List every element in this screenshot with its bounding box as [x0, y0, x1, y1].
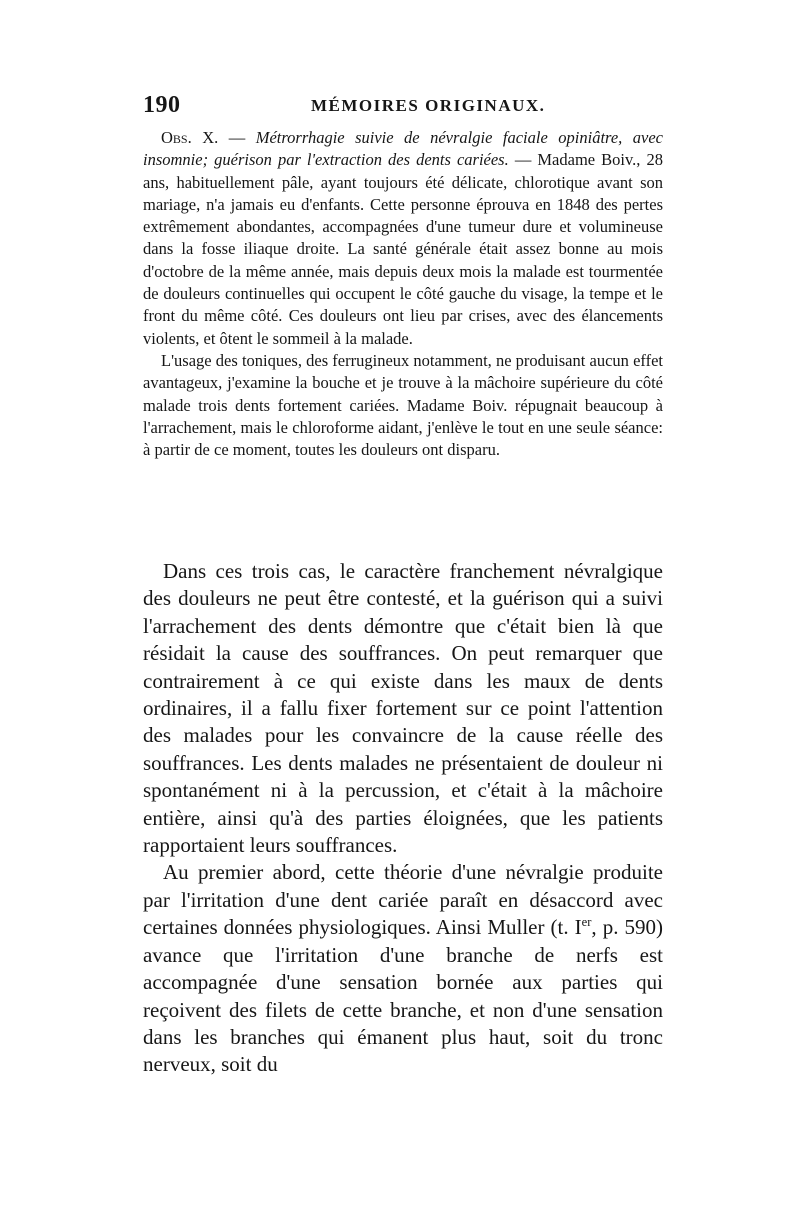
page-number: 190	[143, 92, 181, 118]
superscript: er	[581, 915, 592, 930]
observation-title: Métrorrhagie suivie de névralgie faciale opiniâtre, avec insomnie; guérison par l'extraction des dents cariées.	[143, 128, 663, 170]
observation-label: Obs. X. —	[161, 128, 246, 147]
main-paragraph-2	[143, 859, 663, 1078]
observation-paragraph-2: L'usage des toniques, des ferrugineux notamment, ne produisant aucun effet avantageux, j'examine la bouche et je trouve à la mâchoire supérieure du côté malade trois dents fortement cariées. Madame Boiv. répugnait beaucoup à l'arrachement, mais le chloroforme aidant, j'enlève le tout en une seule séance: à partir de ce moment, toutes les douleurs ont disparu.	[143, 350, 663, 460]
observation-body-1: — Madame Boiv., 28 ans, habituellement pâle, ayant toujours été délicate, chlorotique avant son mariage, n'a jamais eu d'enfants. Cette personne éprouva en 1848 des pertes extrêmement abondantes, accompagnées d'une tumeur dure et volumineuse dans la fosse iliaque droite. La santé générale était assez bonne au mois d'octobre de la même année, mais depuis deux mois la malade est tourmentée de douleurs continuelles qui occupent le côté gauche du visage, la tempe et le front du même côté. Ces douleurs ont lieu par crises, avec des élancements violents, et ôtent le sommeil à la malade.	[143, 150, 663, 348]
main-paragraph-2-part-2: , p. 590) avance que l'irritation d'une branche de nerfs est accompagnée d'une sensation bornée aux parties qui reçoivent des filets de cette branche, et non d'une sensation dans les branches qui émanent plus haut, soit du tronc nerveux, soit du	[143, 915, 663, 1077]
main-paragraph-1: Dans ces trois cas, le caractère franchement névralgique des douleurs ne peut être contesté, et la guérison qui a suivi l'arrachement des dents démontre que c'était bien là que résidait la cause des souffrances. On peut remarquer que contrairement à ce qui existe dans les maux de dents ordinaires, il a fallu fixer fortement sur ce point l'attention des malades pour les convaincre de la cause réelle des souffrances. Les dents malades ne présentaient de douleur ni spontanément ni à la percussion, et c'était à la mâchoire entière, ainsi qu'à des parties éloignées, que les patients rapportaient leurs souffrances.	[143, 559, 663, 858]
main-paragraph-2-part-1: Au premier abord, cette théorie d'une névralgie produite par l'irritation d'une dent cariée paraît en désaccord avec certaines données physiologiques. Ainsi Muller (t. I	[143, 860, 663, 940]
running-head	[143, 92, 673, 122]
main-text-block	[143, 558, 663, 1079]
running-title: MÉMOIRES ORIGINAUX.	[311, 96, 546, 115]
observation-block	[143, 127, 663, 461]
observation-paragraph-1	[143, 127, 663, 350]
